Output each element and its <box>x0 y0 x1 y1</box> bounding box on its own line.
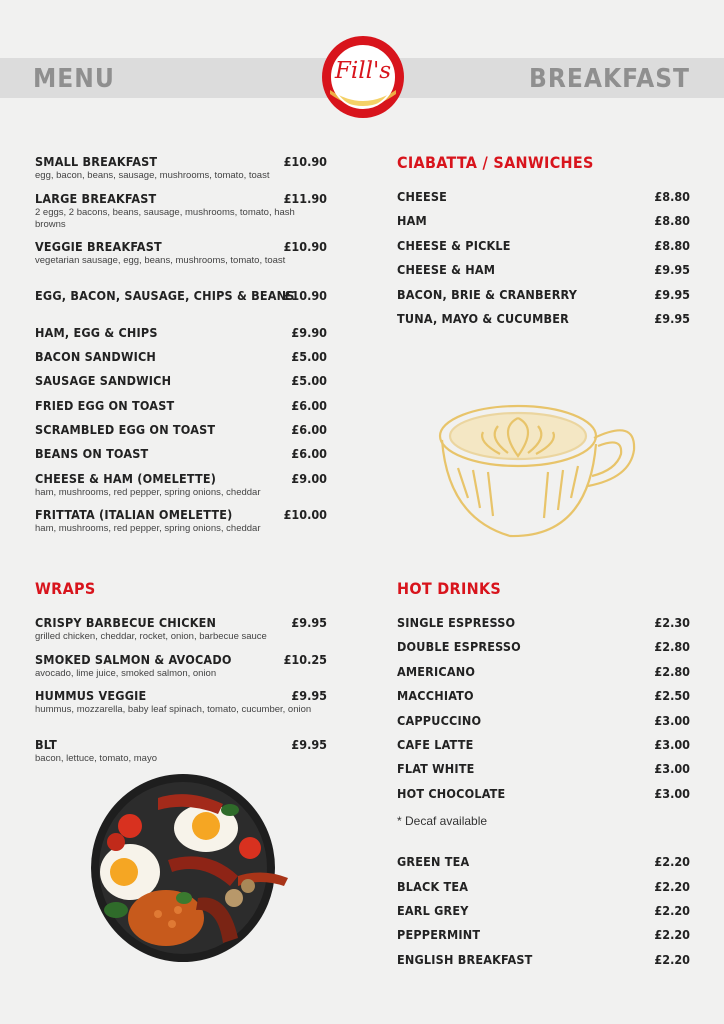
ciabatta-title: CIABATTA / SANWICHES <box>397 153 594 172</box>
item-price: £2.20 <box>654 951 690 967</box>
item-price: £2.80 <box>654 639 690 655</box>
item-name: CAPPUCCINO <box>397 712 482 728</box>
item-price: £6.00 <box>291 397 327 413</box>
item-name: VEGGIE BREAKFAST <box>35 239 162 254</box>
item-price: £11.90 <box>283 190 327 206</box>
item-price: £6.00 <box>291 422 327 438</box>
menu-item <box>397 879 690 903</box>
breakfast-plate-image <box>88 768 294 964</box>
item-price: £9.95 <box>654 310 690 326</box>
decaf-note: * Decaf available <box>397 814 488 829</box>
item-name: CHEESE <box>397 189 448 204</box>
menu-item <box>35 737 327 765</box>
logo-text: Fill's <box>334 58 392 84</box>
menu-item <box>397 854 690 878</box>
item-name: LARGE BREAKFAST <box>35 190 157 206</box>
menu-item <box>397 189 690 213</box>
menu-item <box>35 191 327 240</box>
menu-item <box>397 615 690 639</box>
item-name: EARL GREY <box>397 902 469 918</box>
item-description: grilled chicken, cheddar, rocket, onion, barbecue sauce <box>35 631 267 642</box>
item-price: £10.90 <box>283 288 327 303</box>
menu-item <box>35 154 327 191</box>
item-price: £6.00 <box>291 446 327 462</box>
item-name: BACON SANDWICH <box>35 348 157 364</box>
item-price: £9.00 <box>291 470 327 486</box>
item-price: £2.20 <box>654 927 690 943</box>
item-price: £2.80 <box>654 663 690 679</box>
item-price: £2.30 <box>654 615 690 630</box>
item-name: ENGLISH BREAKFAST <box>397 951 533 967</box>
breakfast-section <box>35 154 327 535</box>
item-description: hummus, mozzarella, baby leaf spinach, tomato, cucumber, onion <box>35 704 312 715</box>
item-name: HUMMUS VEGGIE <box>35 688 147 703</box>
menu-item <box>35 288 327 325</box>
item-name: FRITTATA (ITALIAN OMELETTE) <box>35 507 233 523</box>
item-price: £3.00 <box>654 785 690 801</box>
item-name: HAM, EGG & CHIPS <box>35 324 158 340</box>
item-name: HOT CHOCOLATE <box>397 785 506 801</box>
menu-item <box>35 349 327 373</box>
item-price: £3.00 <box>654 736 690 752</box>
menu-item <box>35 422 327 446</box>
item-price: £9.95 <box>291 688 327 703</box>
item-name: SMALL BREAKFAST <box>35 154 158 169</box>
item-name: CHEESE & HAM (OMELETTE) <box>35 470 217 486</box>
item-price: £8.80 <box>654 213 690 229</box>
item-price: £9.90 <box>291 324 327 340</box>
item-name: CAFE LATTE <box>397 736 474 752</box>
item-price: £10.90 <box>283 154 327 169</box>
item-price: £8.80 <box>654 237 690 253</box>
item-name: CHEESE & PICKLE <box>397 237 511 253</box>
item-name: EGG, BACON, SAUSAGE, CHIPS & BEANS <box>35 288 295 303</box>
item-price: £10.25 <box>283 651 327 667</box>
ciabatta-section <box>397 153 690 335</box>
item-name: BEANS ON TOAST <box>35 446 149 462</box>
item-name: SMOKED SALMON & AVOCADO <box>35 651 232 667</box>
item-price: £2.20 <box>654 878 690 894</box>
item-name: PEPPERMINT <box>397 927 481 943</box>
menu-item <box>397 761 690 785</box>
item-price: £2.20 <box>654 902 690 918</box>
item-name: FRIED EGG ON TOAST <box>35 397 175 413</box>
item-description: egg, bacon, beans, sausage, mushrooms, tomato, toast <box>35 170 270 181</box>
menu-item <box>35 471 327 508</box>
item-name: BLACK TEA <box>397 878 469 894</box>
item-name: SCRAMBLED EGG ON TOAST <box>35 422 216 438</box>
item-description: ham, mushrooms, red pepper, spring onions, cheddar <box>35 486 261 498</box>
menu-item <box>397 952 690 976</box>
coffee-cup-icon <box>438 398 638 543</box>
item-name: SINGLE ESPRESSO <box>397 615 516 630</box>
menu-item <box>397 311 690 335</box>
menu-item <box>397 713 690 737</box>
menu-item <box>397 639 690 663</box>
item-name: FLAT WHITE <box>397 761 475 777</box>
item-price: £5.00 <box>291 348 327 364</box>
menu-item <box>397 287 690 311</box>
item-name: CRISPY BARBECUE CHICKEN <box>35 615 217 630</box>
menu-item <box>35 446 327 470</box>
item-description: bacon, lettuce, tomato, mayo <box>35 753 157 764</box>
item-price: £8.80 <box>654 189 690 204</box>
menu-item <box>397 927 690 951</box>
item-price: £5.00 <box>291 373 327 389</box>
item-price: £10.90 <box>283 239 327 254</box>
item-description: avocado, lime juice, smoked salmon, onion <box>35 667 217 679</box>
menu-item <box>35 239 327 288</box>
item-name: BACON, BRIE & CRANBERRY <box>397 286 578 302</box>
item-name: DOUBLE ESPRESSO <box>397 639 521 655</box>
menu-item <box>35 688 327 737</box>
item-name: AMERICANO <box>397 663 476 679</box>
menu-item <box>397 786 690 810</box>
item-price: £3.00 <box>654 712 690 728</box>
item-price: £2.20 <box>654 854 690 870</box>
menu-item <box>397 213 690 237</box>
item-description: 2 eggs, 2 bacons, beans, sausage, mushrooms, tomato, hash browns <box>35 206 295 230</box>
menu-item <box>397 238 690 262</box>
menu-item <box>397 737 690 761</box>
item-price: £9.95 <box>654 262 690 278</box>
item-name: CHEESE & HAM <box>397 262 496 278</box>
item-name: TUNA, MAYO & CUCUMBER <box>397 310 569 326</box>
item-name: BLT <box>35 737 57 752</box>
menu-item <box>35 615 327 652</box>
item-price: £10.00 <box>283 507 327 523</box>
item-price: £9.95 <box>654 286 690 302</box>
menu-item <box>397 664 690 688</box>
menu-item <box>35 373 327 397</box>
wraps-title: WRAPS <box>35 579 96 598</box>
menu-item <box>397 262 690 286</box>
item-name: HAM <box>397 213 427 229</box>
item-name: MACCHIATO <box>397 688 474 704</box>
item-name: SAUSAGE SANDWICH <box>35 373 172 389</box>
item-description: ham, mushrooms, red pepper, spring onions, cheddar <box>35 523 261 535</box>
hot-drinks-section <box>397 579 690 976</box>
menu-item <box>35 325 327 349</box>
menu-item <box>35 652 327 689</box>
menu-item <box>35 398 327 422</box>
item-price: £9.95 <box>291 615 327 630</box>
item-description: vegetarian sausage, egg, beans, mushrooms, tomato, toast <box>35 255 286 266</box>
menu-item <box>397 688 690 712</box>
breakfast-label: BREAKFAST <box>529 64 690 94</box>
wraps-section <box>35 579 327 765</box>
item-price: £3.00 <box>654 761 690 777</box>
hot-drinks-title: HOT DRINKS <box>397 579 502 598</box>
item-name: GREEN TEA <box>397 854 470 870</box>
item-price: £2.50 <box>654 688 690 704</box>
menu-item <box>397 903 690 927</box>
menu-item <box>35 507 327 535</box>
item-price: £9.95 <box>291 737 327 752</box>
menu-label: MENU <box>33 64 115 94</box>
